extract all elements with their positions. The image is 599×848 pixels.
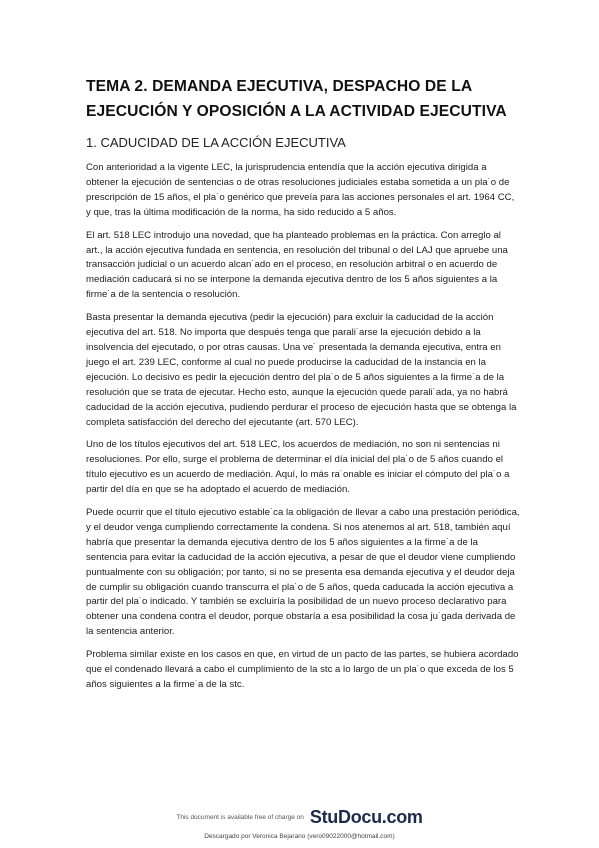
availability-text: This document is available free of charge on — [176, 813, 304, 821]
paragraph: Basta presentar la demanda ejecutiva (pedir la ejecución) para excluir la caducidad de la acción ejecutiva del art. 518. No importa que después tenga que parali˙arse la ejecución debido a la insolvencia del ejecutado, o por otras causas. Una ve˙ presentada la demanda ejecutiva, entra en juego el art. 239 LEC, conforme al cual no puede producirse la caducidad de la instancia en la ejecución. Lo decisivo es pedir la ejecución dentro del pla˙o de 5 años siguientes a la firme˙a de la resolución que se trata de ejecutar. Hecho esto, aunque la ejecución quede parali˙ada, ya no habrá caducidad de la acción ejecutiva, pudiendo perdurar el proceso de ejecución hasta que se obtenga la completa satisfacción del derecho del ejecutante (art. 570 LEC). — [86, 312, 517, 428]
paragraph: Uno de los títulos ejecutivos del art. 518 LEC, los acuerdos de mediación, no son ni sentencias ni resoluciones. Por ello, surge el problema de determinar el día inicial del pla˙o de 5 años cuando el título ejecutivo es un acuerdo de mediación. Aquí, lo más ra˙onable es iniciar el cómputo del pla˙o a partir del día en que se ha adoptado el acuerdo de mediación. — [86, 439, 510, 496]
paragraph: Con anterioridad a la vigente LEC, la jurisprudencia entendía que la acción ejecutiva dirigida a obtener la ejecución de sentencias o de otras resoluciones judiciales estaba sometida a un pla˙o de prescripción de 15 años, el pla˙o genérico que preveía para las acciones personales el art. 1964 CC, y que, tras la última modificación de la norma, ha sido reducido a 5 años. — [86, 162, 515, 218]
paragraph: Problema similar existe en los casos en que, en virtud de un pacto de las partes, se hubiera acordado que el condenado llevará a cabo el cumplimiento de la stc a lo largo de un pla˙o que exceda de los 5 años siguientes a la firme˙a de la stc. — [86, 649, 519, 690]
document-title: TEMA 2. DEMANDA EJECUTIVA, DESPACHO DE LA EJECUCIÓN Y OPOSICIÓN A LA ACTIVIDAD EJECUTIVA — [86, 78, 507, 120]
paragraph: El art. 518 LEC introdujo una novedad, que ha planteado problemas en la práctica. Con arreglo al art., la acción ejecutiva fundada en sentencia, en resolución del tribunal o del LAJ que apruebe una transacción judicial o un acuerdo alcan˙ado en el proceso, en resolución arbitral o en acuerdo de mediación caducará si no se interpone la demanda ejecutiva dentro de los 5 años siguientes a la firme˙a de la sentencia o resolución. — [86, 229, 508, 301]
download-attribution: Descargado por Veronica Bejarano (vero09022000@hotmail.com) — [204, 833, 395, 840]
footer-availability — [0, 806, 599, 828]
studocu-logo[interactable]: StuDocu.com — [309, 806, 423, 827]
document-body — [86, 74, 520, 701]
section-heading: 1. CADUCIDAD DE LA ACCIÓN EJECUTIVA — [86, 135, 346, 150]
paragraph: Puede ocurrir que el título ejecutivo estable˙ca la obligación de llevar a cabo una prestación periódica, y el deudor venga cumpliendo correctamente la condena. Si nos atenemos al art. 518, también aquí habría que presentar la demanda ejecutiva dentro de los 5 años siguientes a la firme˙a de la sentencia para evitar la caducidad de la acción ejecutiva, a pesar de que el deudor viene cumpliendo puntualmente con su obligación; por tanto, si no se presenta esa demanda ejecutiva y el deudor deja de cumplir su obligación cuando transcurra el pla˙o de 5 años, queda caducada la acción ejecutiva a partir del pla˙o indicado. Y también se excluiría la posibilidad de un nuevo proceso declarativo para obtener una condena contra el deudor, porque obstaría a esa posibilidad la cosa ju˙gada derivada de la sentencia anterior. — [86, 507, 520, 638]
